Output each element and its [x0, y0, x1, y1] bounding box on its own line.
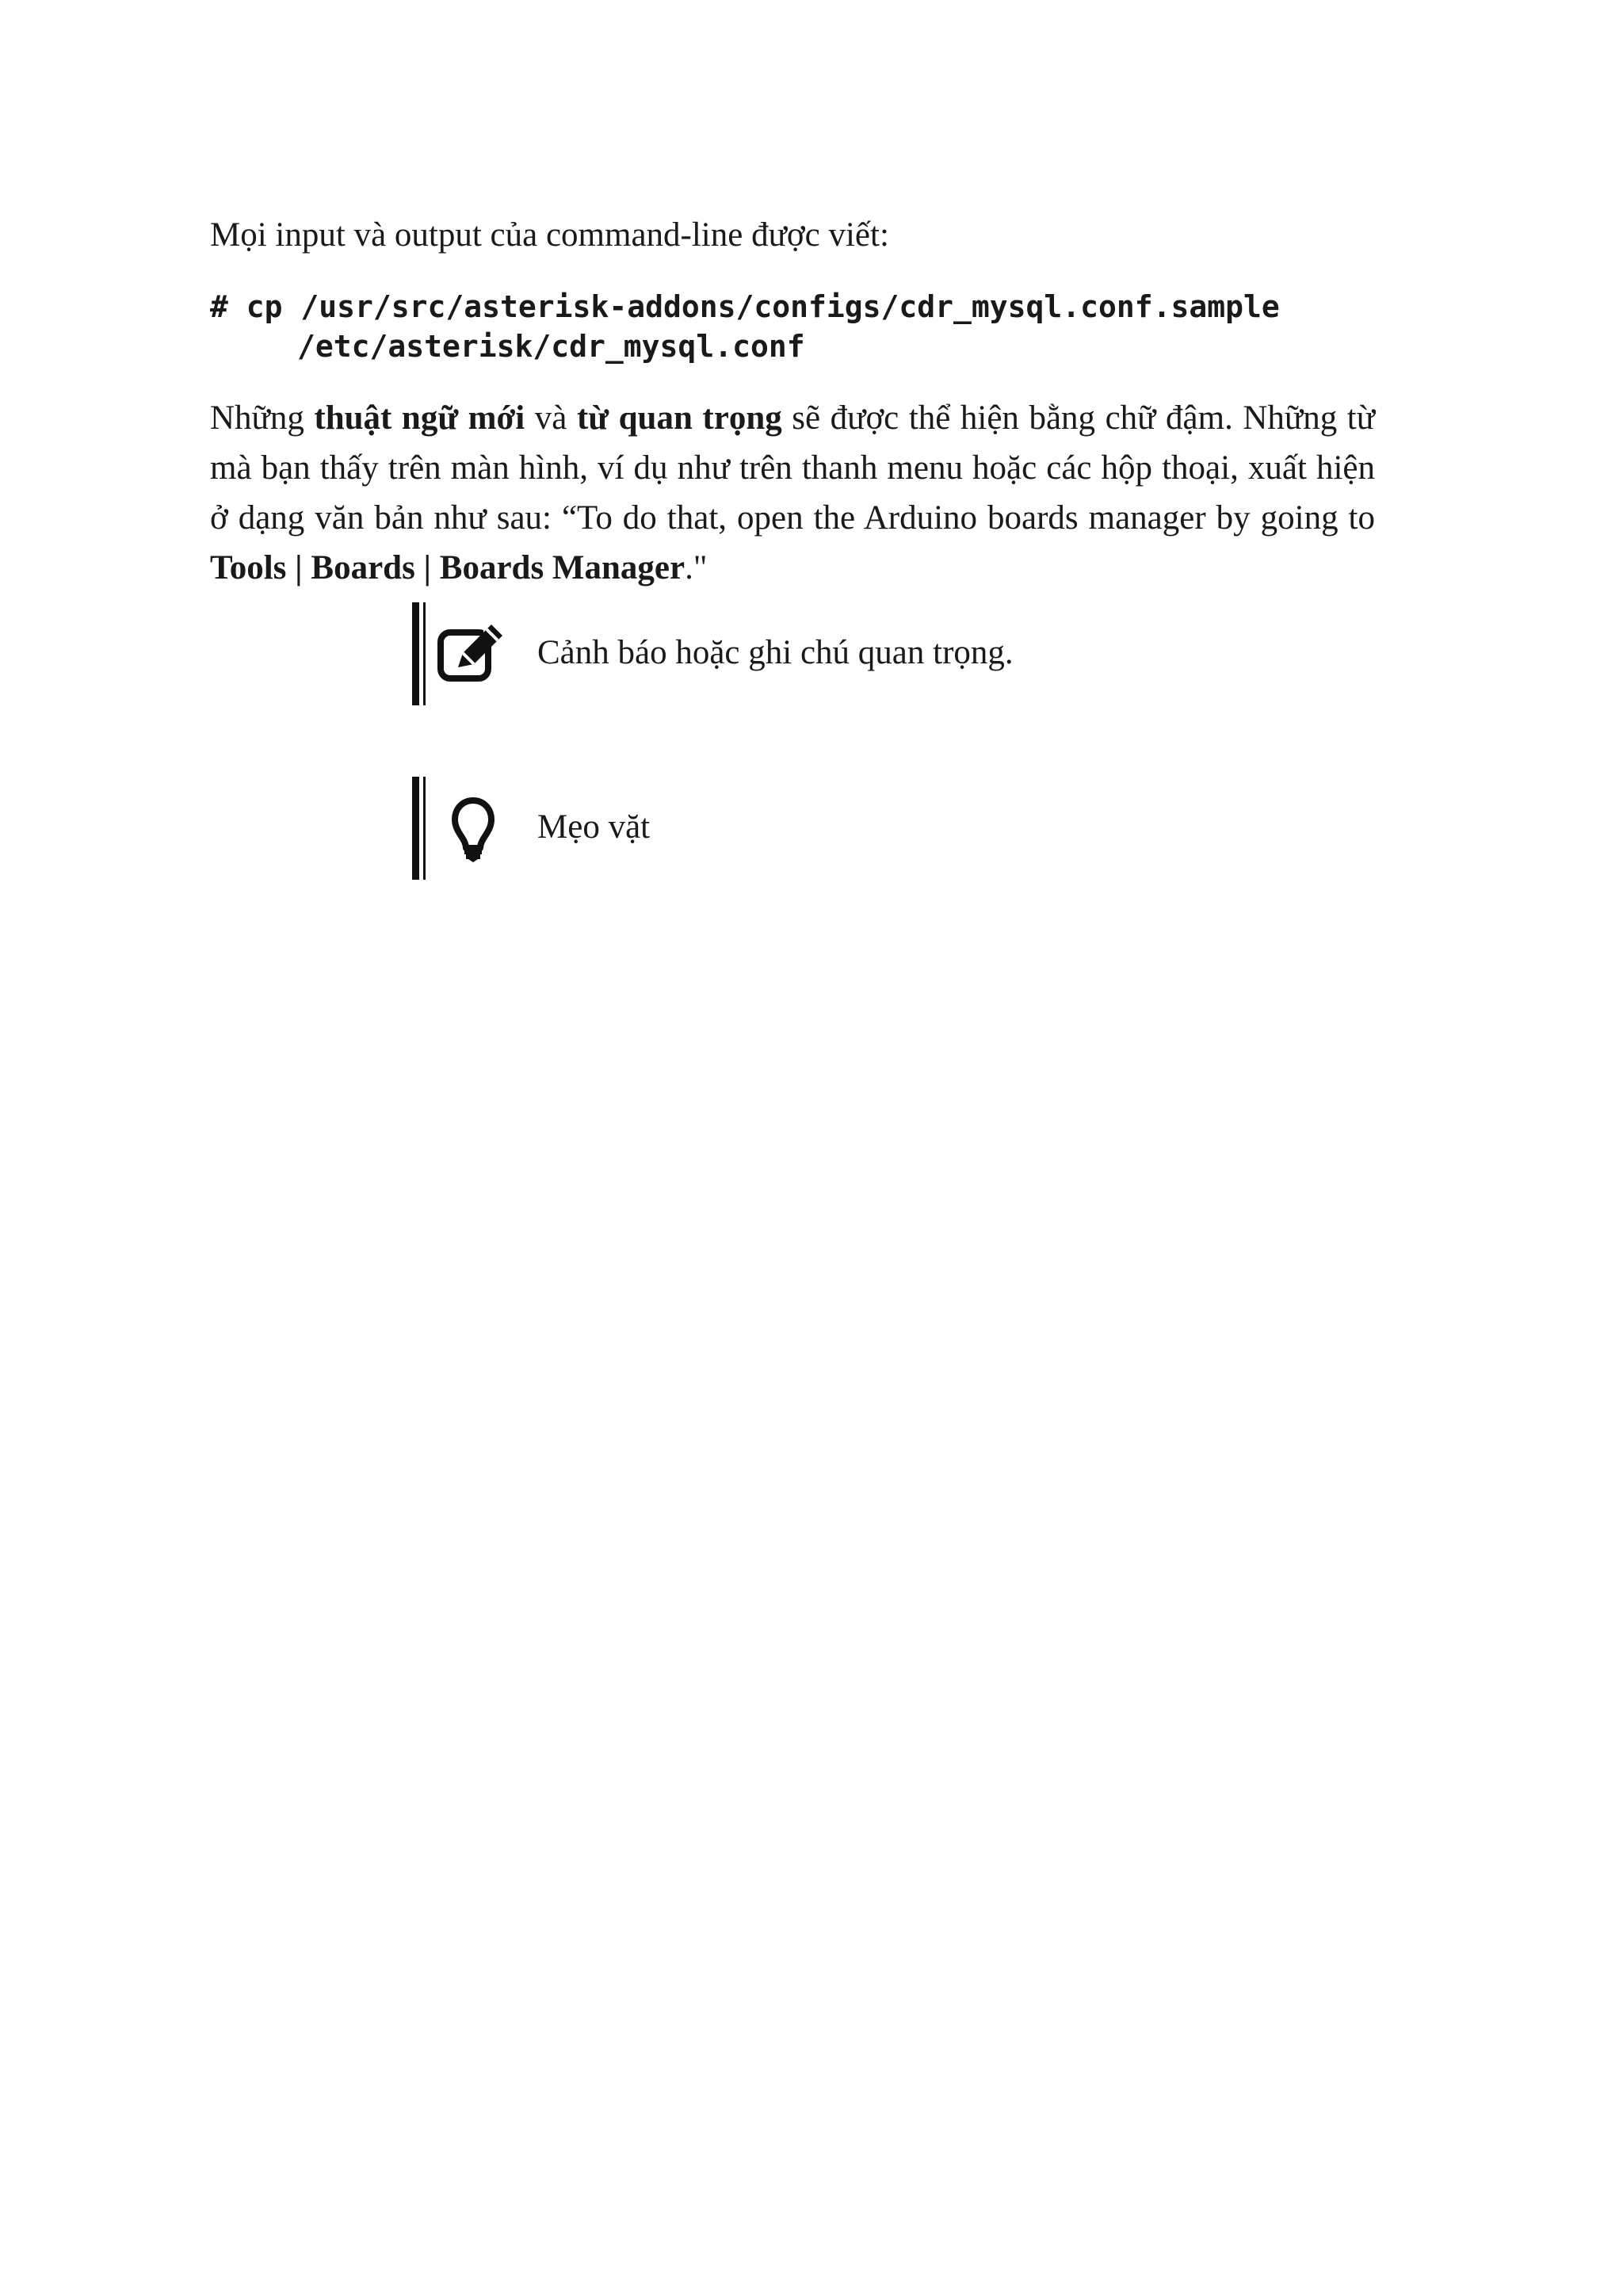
tip-text: Mẹo vặt — [537, 808, 651, 846]
bold-new-terms: thuật ngữ mới — [314, 399, 525, 437]
callout-bar — [412, 602, 419, 705]
warning-callout — [412, 602, 1205, 705]
pencil-note-icon — [428, 617, 515, 688]
warning-text: Cảnh báo hoặc ghi chú quan trọng. — [537, 634, 1014, 671]
document-body — [210, 210, 1375, 593]
paragraph-part-4: ." — [685, 549, 708, 586]
callout-bar-thin — [423, 602, 426, 705]
code-block — [210, 287, 1375, 366]
paragraph-part-3: sẽ được thể hiện bằng chữ đậm. Những từ mà bạn thấy trên màn hình, ví dụ như trên thanh menu hoặc các hộp thoại, xuất hiện ở dạng văn bản như sau: “To do that, open the Arduino boards manager by going to — [210, 399, 1376, 537]
lightbulb-icon — [428, 791, 515, 862]
paragraph-part-2: và — [525, 399, 577, 437]
code-line-2: /etc/asterisk/cdr_mysql.conf — [297, 329, 805, 364]
callout-bar-thin — [423, 777, 426, 880]
paragraph-part-1: Những — [210, 399, 315, 437]
code-line-1: # cp /usr/src/asterisk-addons/configs/cdr_mysql.conf.sample — [210, 289, 1280, 324]
intro-text: Mọi input và output của command-line được viết: — [210, 216, 889, 254]
bold-menu-path: Tools | Boards | Boards Manager — [210, 549, 685, 586]
callout-bar — [412, 777, 419, 880]
formatting-paragraph — [210, 393, 1375, 593]
tip-callout — [412, 777, 1205, 880]
bold-important-words: từ quan trọng — [576, 399, 782, 437]
